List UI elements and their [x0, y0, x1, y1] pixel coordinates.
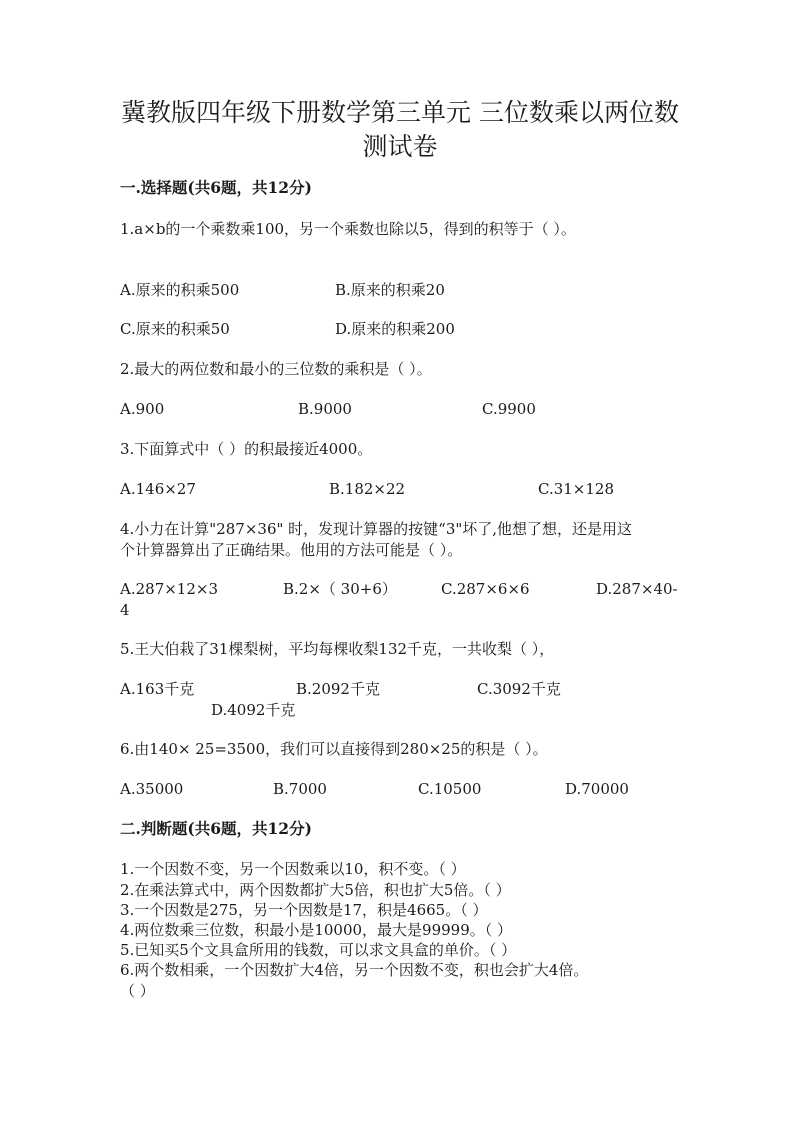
- question-4-stem-line-2: 个计算器算出了正确结果。他用的方法可能是（ ）。: [120, 541, 463, 559]
- question-4-stem-line-1: 4.小力在计算"287×36" 时，发现计算器的按键“3"坏了,他想了想，还是用这: [120, 520, 633, 538]
- page-title-line-1: 冀教版四年级下册数学第三单元 三位数乘以两位数: [121, 98, 679, 127]
- question-1-option-d: D.原来的积乘200: [335, 320, 455, 338]
- question-6-option-c: C.10500: [418, 780, 482, 798]
- question-3-option-c: C.31×128: [538, 480, 614, 498]
- question-5-option-b: B.2092千克: [296, 680, 380, 698]
- question-3-stem: 3.下面算式中（ ）的积最接近4000。: [120, 440, 373, 458]
- judgement-item-1: 1.一个因数不变，另一个因数乘以10，积不变。（ ）: [120, 860, 466, 878]
- question-4-option-d: D.287×40-: [596, 580, 678, 598]
- question-4-option-d-continued: 4: [120, 601, 130, 619]
- section-heading-choice: 一.选择题(共6题，共12分): [120, 178, 312, 197]
- question-4-option-a: A.287×12×3: [120, 580, 218, 598]
- question-4-option-c: C.287×6×6: [441, 580, 530, 598]
- question-1-option-c: C.原来的积乘50: [120, 320, 230, 338]
- question-5-option-c: C.3092千克: [477, 680, 561, 698]
- question-4-option-b: B.2×（ 30+6）: [283, 580, 397, 598]
- question-3-option-b: B.182×22: [329, 480, 406, 498]
- judgement-item-6-continued: （ ）: [120, 982, 155, 1000]
- question-5-stem: 5.王大伯栽了31棵梨树，平均每棵收梨132千克，一共收梨（ ），: [120, 640, 555, 658]
- question-6-option-d: D.70000: [565, 780, 629, 798]
- question-2-stem: 2.最大的两位数和最小的三位数的乘积是（ ）。: [120, 360, 432, 378]
- question-1-stem: 1.a×b的一个乘数乘100，另一个乘数也除以5，得到的积等于（ ）。: [120, 220, 576, 238]
- judgement-item-5: 5.已知买5个文具盒所用的钱数，可以求文具盒的单价。（ ）: [120, 941, 517, 959]
- question-3-option-a: A.146×27: [120, 480, 196, 498]
- question-2-option-c: C.9900: [482, 400, 536, 418]
- question-6-option-b: B.7000: [273, 780, 327, 798]
- page-title-line-2: 测试卷: [362, 132, 438, 161]
- question-1-option-a: A.原来的积乘500: [120, 281, 240, 299]
- judgement-item-3: 3.一个因数是275，另一个因数是17，积是4665。（ ）: [120, 901, 488, 919]
- judgement-item-6: 6.两个数相乘，一个因数扩大4倍，另一个因数不变，积也会扩大4倍。: [120, 961, 589, 979]
- question-6-stem: 6.由140× 25=3500，我们可以直接得到280×25的积是（ ）。: [120, 740, 548, 758]
- question-2-option-b: B.9000: [298, 400, 352, 418]
- question-5-option-a: A.163千克: [120, 680, 195, 698]
- section-heading-judgement: 二.判断题(共6题，共12分): [120, 819, 312, 838]
- judgement-item-2: 2.在乘法算式中，两个因数都扩大5倍，积也扩大5倍。（ ）: [120, 881, 511, 899]
- question-1-option-b: B.原来的积乘20: [335, 281, 445, 299]
- question-6-option-a: A.35000: [120, 780, 184, 798]
- question-5-option-d: D.4092千克: [211, 701, 296, 719]
- question-2-option-a: A.900: [120, 400, 165, 418]
- judgement-item-4: 4.两位数乘三位数，积最小是10000，最大是99999。（ ）: [120, 921, 513, 939]
